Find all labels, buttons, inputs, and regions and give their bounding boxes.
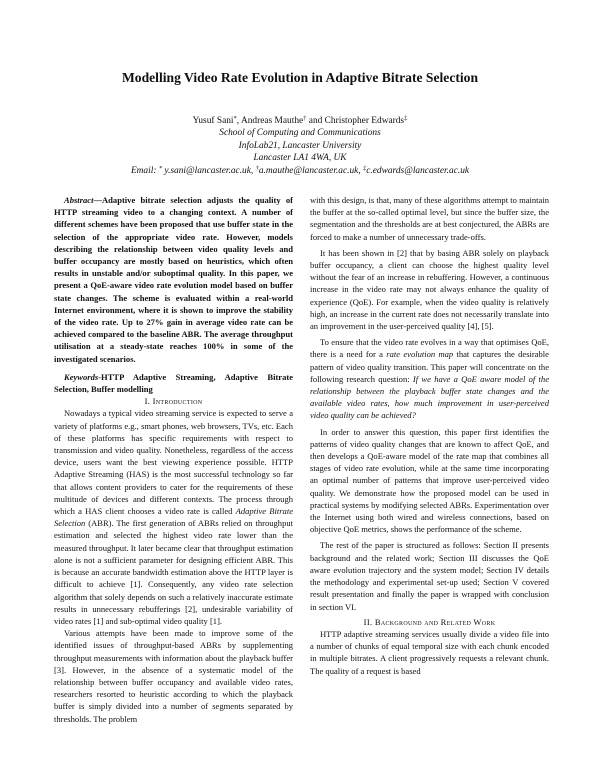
affiliation-line: InfoLab21, Lancaster University — [238, 140, 362, 151]
section-heading-introduction: I. Introduction — [144, 396, 203, 407]
body-paragraph: Various attempts have been made to improve some of the identified issues of throughput-based ABRs by supplementing throughput measurements with information about the playback buffer [3]. However, in the absence of a systematic model of the relationship between buffer occupancy and available video rates, researchers resorted to heuristic according to which the playback buffer is simply divided into a number of segments separated by thresholds. The problem — [54, 628, 293, 724]
left-column — [54, 194, 293, 725]
abstract-text: —Adaptive bitrate selection adjusts the quality of HTTP streaming video to a changing context. A number of different schemes have been proposed that use buffer state in the selection of the appropriate video rate. However, models describing the relationship between video quality levels and buffer occupancy are mostly based on heuristics, which often results in unstable and/or suboptimal quality. In this paper, we present a QoE-aware video rate evolution model based on buffer state changes. The scheme is evaluated within a real-world Internet environment, where it is shown to improve the stability of the video rate. Up to 27% gain in average video rate can be achieved compared to the baseline ABR. The average throughput utilisation at a steady-state reaches 100% in some of the investigated scenarios. — [54, 195, 293, 364]
body-paragraph: HTTP adaptive streaming services usually divide a video file into a number of chunks of equal temporal size with each chunk encoded in multiple bitrates. A client progressively requests a relevant chunk. The quality of a request is based — [310, 628, 549, 676]
emphasis-run: Adaptive Bitrate Selection — [54, 506, 293, 529]
text-run: (ABR). The first generation of ABRs relied on throughput estimation and selected the highest video rate lower than the measured throughput. It later became clear that throughput estimation alone is not a sufficient parameter for designing efficient ABR. This is because an accurate bandwidth estimation above the HTTP layer is difficult to achieve [1]. Consequently, any video rate selection algorithm that solely depends on such a relatively inaccurate estimate results in unnecessary rebufferings [2], undesirable variability of video rates [1] and sub-optimal video quality [1]. — [54, 518, 293, 626]
author-2: Andreas Mauthe — [240, 116, 304, 126]
email-label: Email: — [130, 165, 159, 176]
body-paragraph: In order to answer this question, this paper first identifies the patterns of video quality changes that are known to affect QoE, and then develops a QoE-aware model of the rate map that combines all stages of video rate evolution, while at the same time incorporating an optimal number of patterns that improve user-perceived video quality. We demonstrate how the proposed model can be used in practical systems by modifying selected ABRs. Experimentation over the Internet using both wired and wireless connections, based on objective QoE metrics, shows the performance of the scheme. — [310, 426, 549, 535]
author-names — [0, 115, 600, 127]
author-3: Christopher Edwards — [324, 116, 405, 126]
email-link-3[interactable]: c.edwards@lancaster.ac.uk — [366, 165, 470, 176]
author-2-mark: † — [303, 115, 307, 122]
emphasis-run: If we have a QoE aware model of the relationship between the playback buffer state changes and the available video rates, how much improvement in user-perceived video quality can be achieved? — [310, 373, 549, 421]
text-run: Nowadays a typical video streaming service is expected to serve a variety of platforms e.g., smart phones, web browsers, TVs, etc. Each of these platforms has specific requirements with respect to transmission and video quality. Nonetheless, regardless of the access device, users want the best viewing experience possible. HTTP Adaptive Streaming (HAS) is the most successful technology so far that allows content providers to cater for the requirements of these multitude of devices and different contexts. The process through which a HAS client chooses a video rate is called — [54, 408, 293, 517]
email-link-1[interactable]: y.sani@lancaster.ac.uk, — [162, 165, 256, 176]
author-1-mark: * — [233, 115, 237, 122]
author-1: Yusuf Sani — [192, 116, 234, 126]
section-heading-background: II. Background and Related Work — [363, 616, 496, 627]
body-paragraph: The rest of the paper is structured as follows: Section II presents background and the related work; Section III discusses the QoE aware evolution trajectory and the system model; Section IV details the methodology and experimental set-up used; Section V covered result presentation and finally the paper is wrapped with conclusion in section VI. — [310, 540, 549, 612]
text-run: that captures the desirable pattern of video quality transition. This paper will concentrate on the following research question: — [310, 349, 549, 384]
paper-title: Modelling Video Rate Evolution in Adaptive Bitrate Selection — [121, 70, 479, 85]
emphasis-run: rate evolution map — [386, 349, 454, 360]
body-paragraph: with this design, is that, many of these algorithms attempt to maintain the buffer at the so-called optimal level, but since the buffer size, the segmentation and the thresholds are at best conjectured, the ABRs are forced to make a number of unnecessary trade-offs. — [310, 195, 549, 242]
body-paragraph — [54, 407, 293, 627]
affiliation-line: Lancaster LA1 4WA, UK — [253, 153, 347, 164]
abstract-label: Abstract — [64, 195, 94, 205]
abstract — [54, 194, 293, 365]
right-column — [310, 194, 549, 677]
keywords-label: Keywords — [64, 371, 99, 382]
author-separator: and — [306, 116, 325, 126]
keywords-text: -HTTP Adaptive Streaming, Adaptive Bitrate Selection, Buffer modelling — [54, 371, 293, 395]
body-paragraph — [310, 336, 549, 421]
text-run: To ensure that the video rate evolves in a way that optimises QoE, there is a need for a — [310, 337, 549, 360]
affiliation-line: School of Computing and Communications — [219, 128, 381, 139]
email-mark: ‡ — [363, 164, 367, 172]
author-3-mark: ‡ — [404, 115, 408, 122]
body-paragraph: It has been shown in [2] that by basing ABR solely on playback buffer occupancy, a client can choose the highest quality level without the fear of an increase in rebuffering. However, a continuous increase in the video rate may not always enhance the quality of experience (QoE). For example, when the video quality is relatively high, an increase in the current rate does not necessarily translate into an improvement in the user-perceived quality [4], [5]. — [310, 247, 549, 332]
author-block — [0, 115, 600, 177]
email-link-2[interactable]: a.mauthe@lancaster.ac.uk, — [258, 165, 364, 176]
keywords — [54, 371, 293, 395]
author-separator: , — [236, 116, 241, 126]
email-line — [0, 165, 600, 177]
email-mark: * — [158, 164, 163, 172]
email-mark: † — [255, 164, 259, 172]
